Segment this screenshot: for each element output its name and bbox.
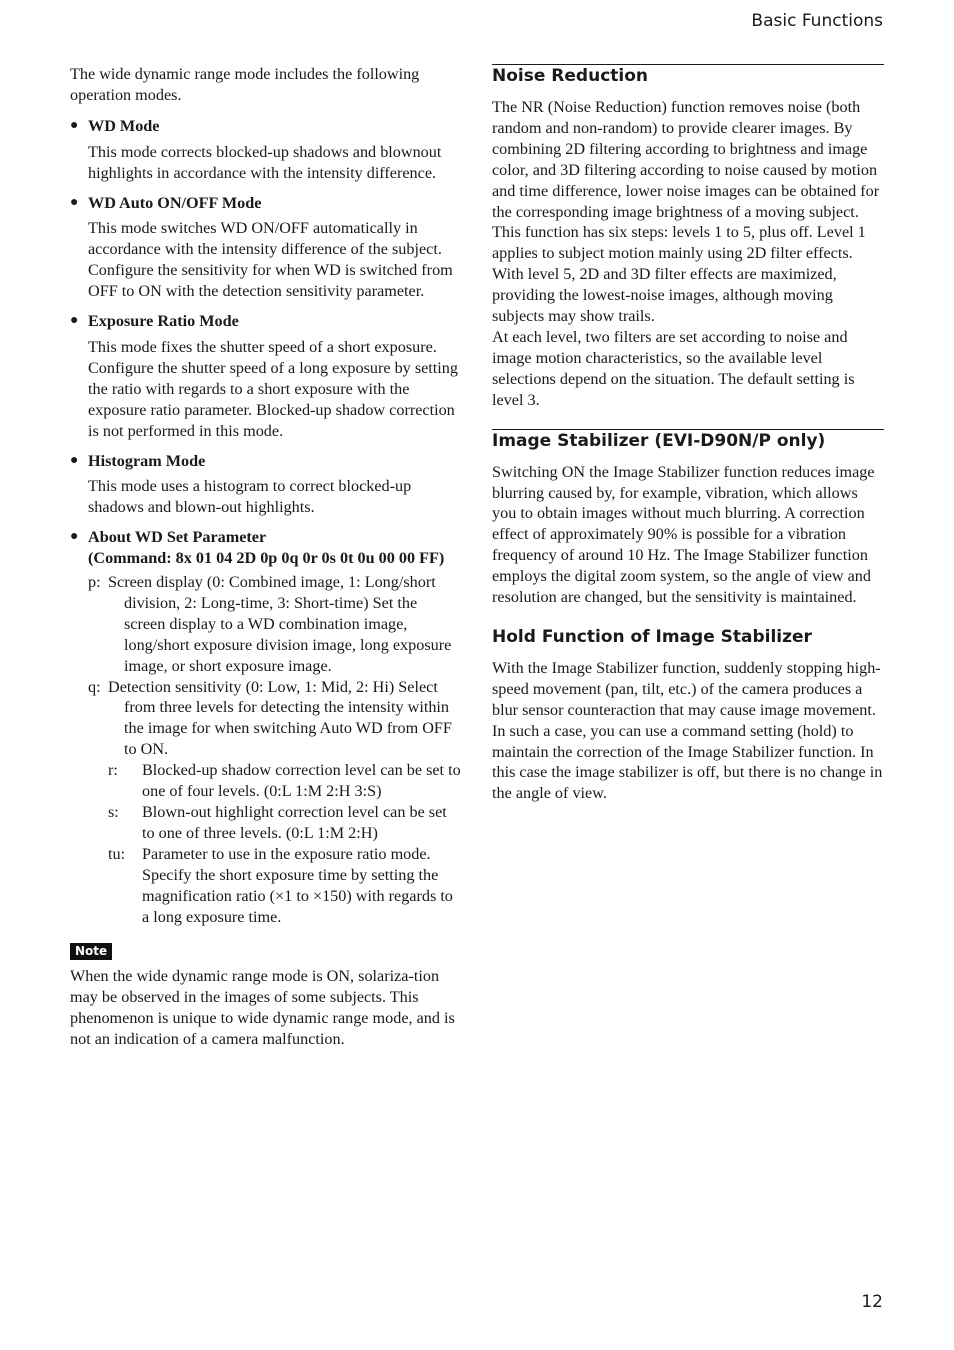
parameter-key: s: xyxy=(108,803,119,821)
parameter-heading: About WD Set Parameter xyxy=(88,528,267,547)
section-paragraph: With the Image Stabilizer function, suddenly stopping high-speed movement (pan, tilt, etc.) of the camera produces a blur sensor counteraction that may cause image movement. In such a case, you can use a command setting (hold) to maintain the correction of the Image Stabilizer function. In this case the image stabilizer is off, but there is no change in the angle of view. xyxy=(492,658,883,803)
parameter-item xyxy=(70,527,462,569)
note-text: When the wide dynamic range mode is ON, solariza-tion may be observed in the images of some subjects. This phenomenon is unique to wide dynamic range mode, and is not an indication of a camera malfunction. xyxy=(70,967,455,1049)
section-paragraph: At each level, two filters are set according to noise and image motion characteristics, so the available level selections depend on the situation. The default setting is level 3. xyxy=(492,327,855,409)
mode-title: Histogram Mode xyxy=(88,451,206,470)
mode-item-wd-auto xyxy=(70,193,462,303)
section-paragraph: The NR (Noise Reduction) function removes noise (both random and non-random) to provide clearer images. By combining 2D filtering according to brightness and image color, and 3D filtering according to noise caused by motion and time difference, lower noise images can be obtained for the corresponding image brightness of a moving subject. xyxy=(492,98,880,221)
subsection-title: Hold Function of Image Stabilizer xyxy=(492,626,812,647)
parameter-description: Blown-out highlight correction level can be set to one of three levels. (0:L 1:M 2:H) xyxy=(142,803,447,842)
mode-title: WD Mode xyxy=(88,116,160,135)
intro-paragraph: The wide dynamic range mode includes the following operation modes. xyxy=(70,65,420,104)
page-number: 12 xyxy=(861,1292,883,1312)
subsection-hold-function xyxy=(492,626,884,804)
parameter-row xyxy=(88,572,462,677)
parameter-description: Blocked-up shadow correction level can be set to one of four levels. (0:L 1:M 2:H 3:S) xyxy=(142,761,461,801)
bullet-icon: ● xyxy=(70,313,79,329)
parameter-key: q: xyxy=(88,677,101,696)
parameter-description: Screen display (0: Combined image, 1: Long/short division, 2: Long-time, 3: Short-time) Set the screen display to a WD combination image, long/short exposure division image, long exposure image, or short exposure image. xyxy=(108,573,452,675)
mode-body: This mode fixes the shutter speed of a short exposure. Configure the shutter speed of a long exposure by setting the ratio with regards to a short exposure with the exposure ratio parameter. Blocked-up shadow correction is not performed in this mode. xyxy=(88,337,458,440)
bullet-icon: ● xyxy=(70,117,79,133)
parameter-list xyxy=(88,572,462,927)
parameter-key: p: xyxy=(88,573,101,592)
mode-item-wd xyxy=(70,116,462,184)
section-paragraph: Switching ON the Image Stabilizer function reduces image blurring caused by, for example, vibration, which allows you to obtain images without much blurring. A correction effect of approximately 90% is possible for a vibration frequency of around 10 Hz. The Image Stabilizer function employs the digital zoom system, so the angle of view and resolution are changed, but the sensitivity is maintained. xyxy=(492,462,875,607)
section-image-stabilizer xyxy=(492,429,884,608)
mode-body: This mode switches WD ON/OFF automatically in accordance with the intensity difference of the subject. Configure the sensitivity for when WD is switched from OFF to ON with the detection sensitivity parameter. xyxy=(88,219,453,301)
mode-item-histogram xyxy=(70,451,462,519)
running-header: Basic Functions xyxy=(751,11,883,31)
parameter-row xyxy=(88,677,462,761)
mode-body: This mode uses a histogram to correct blocked-up shadows and blown-out highlights. xyxy=(88,477,412,517)
section-paragraph: This function has six steps: levels 1 to 5, plus off. Level 1 applies to subject motion mainly using 2D filter effects. With level 5, 2D and 3D filter effects are maximized, providing the lowest-noise images, although moving subjects may show trails. xyxy=(492,223,866,326)
parameter-row xyxy=(108,802,462,844)
section-noise-reduction xyxy=(492,64,884,411)
note-badge: Note xyxy=(70,943,112,960)
parameter-title xyxy=(88,527,462,569)
mode-title: Exposure Ratio Mode xyxy=(88,312,239,331)
bullet-icon: ● xyxy=(70,194,79,210)
parameter-description: Detection sensitivity (0: Low, 1: Mid, 2: Hi) Select from three levels for detecting the intensity within the image for when switching Auto WD from OFF to ON. xyxy=(108,677,452,759)
parameter-key: r: xyxy=(108,761,118,780)
left-column xyxy=(70,64,462,1050)
mode-body: This mode corrects blocked-up shadows and blownout highlights in accordance with the intensity difference. xyxy=(88,142,442,182)
section-title: Image Stabilizer (EVI-D90N/P only) xyxy=(492,430,826,451)
section-title: Noise Reduction xyxy=(492,66,649,86)
parameter-command: (Command: 8x 01 04 2D 0p 0q 0r 0s 0t 0u 00 00 FF) xyxy=(88,549,445,568)
mode-item-exposure-ratio xyxy=(70,311,462,441)
bullet-icon: ● xyxy=(70,529,79,545)
parameter-row xyxy=(108,760,462,802)
parameter-key: tu: xyxy=(108,844,126,863)
parameter-description: Parameter to use in the exposure ratio mode. Specify the short exposure time by setting the magnification ratio (×1 to ×150) with regards to a long exposure time. xyxy=(142,844,453,926)
parameter-row xyxy=(108,844,462,928)
mode-title: WD Auto ON/OFF Mode xyxy=(88,193,262,212)
bullet-icon: ● xyxy=(70,452,79,468)
right-column xyxy=(492,64,884,804)
